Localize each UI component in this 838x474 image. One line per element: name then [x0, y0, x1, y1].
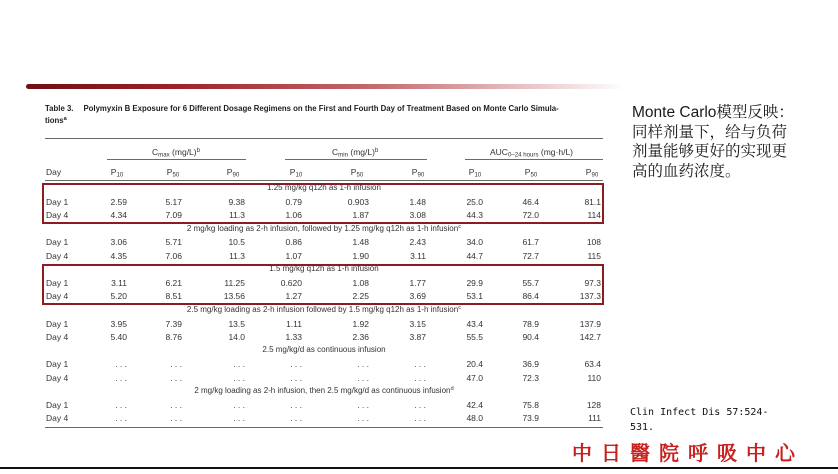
cell-cmin-p10: 0.79 — [285, 196, 302, 207]
percentile-subscript: 90 — [232, 171, 240, 179]
header-rule — [45, 180, 603, 181]
cell-cmin-p10: 0.620 — [280, 277, 302, 288]
table-row — [0, 250, 610, 262]
percentile-header-cmin-p90 — [403, 166, 433, 178]
percentile-subscript: 10 — [474, 171, 482, 179]
cell-auc-p90: 142.7 — [579, 332, 601, 342]
hospital-logo-text: 中日醫院呼吸中心 — [572, 441, 804, 465]
cell-auc-p10: 20.4 — [466, 359, 483, 370]
percentile-subscript: 10 — [295, 171, 303, 179]
cell-cmin-p50: . . . — [357, 372, 369, 383]
cell-auc-p90: 63.4 — [584, 359, 601, 370]
regimen-label-text: 2 mg/kg loading as 2-h infusion, then 2.5 mg/kg/d as continuous infusion — [194, 386, 451, 395]
cmin-unit: (mg/L) — [348, 147, 375, 157]
cell-auc-p50: 46.4 — [522, 196, 539, 207]
percentile-symbol: P — [110, 167, 117, 177]
percentile-subscript: 50 — [172, 171, 180, 179]
table-title-text: Polymyxin B Exposure for 6 Different Dosage Regimens on the First and Fourth Day of Treatment Based on Monte Carlo Simula- — [83, 104, 559, 113]
cell-cmin-p10: . . . — [290, 372, 302, 383]
auc-unit: (mg·h/L) — [538, 147, 574, 157]
cell-cmax-p90: . . . — [233, 399, 245, 410]
table-row — [0, 277, 610, 289]
cell-auc-p90: 108 — [586, 237, 601, 248]
cell-cmax-p10: 3.95 — [110, 318, 127, 329]
cell-cmin-p90: 1.77 — [409, 277, 426, 288]
cell-auc-p90: 110 — [587, 372, 601, 383]
cmin-footnote: b — [374, 146, 379, 154]
cell-cmin-p90: 3.11 — [410, 250, 426, 261]
cell-auc-p50: 86.4 — [522, 291, 539, 302]
citation-line: Clin Infect Dis 57:524- — [630, 407, 769, 418]
table-title-footnote: a — [63, 116, 67, 123]
cell-cmin-p90: . . . — [414, 359, 426, 370]
cell-cmin-p50: . . . — [357, 359, 369, 370]
auc-symbol: AUC — [490, 147, 508, 157]
cell-cmin-p10: 1.07 — [285, 250, 302, 261]
cell-cmax-p50: 8.76 — [165, 332, 182, 342]
cell-cmax-p90: 13.5 — [228, 318, 245, 329]
cell-cmin-p10: . . . — [290, 359, 302, 370]
cell-auc-p50: 72.7 — [522, 250, 539, 261]
day-label: Day 4 — [46, 413, 69, 424]
percentile-header-cmax-p10 — [102, 166, 132, 178]
cell-cmax-p50: 7.39 — [165, 318, 182, 329]
cell-cmax-p90: . . . — [233, 359, 245, 370]
cell-auc-p90: 128 — [586, 399, 601, 410]
percentile-header-cmin-p10 — [281, 166, 311, 178]
day-label: Day 4 — [46, 372, 69, 383]
day-label: Day 4 — [46, 291, 69, 302]
summary-note-line: 高的血药浓度。 — [632, 162, 741, 180]
cell-cmax-p10: . . . — [115, 413, 127, 424]
cell-cmax-p90: 11.3 — [229, 210, 245, 221]
cmax-group-header — [152, 146, 200, 158]
cell-auc-p90: 115 — [587, 250, 601, 261]
cell-auc-p50: 90.4 — [522, 332, 539, 342]
cell-auc-p10: 48.0 — [466, 413, 483, 424]
cell-cmin-p90: 3.08 — [409, 210, 426, 221]
regimen-footnote: d — [450, 386, 454, 393]
cell-cmin-p50: 1.92 — [352, 318, 369, 329]
cell-auc-p50: 72.3 — [522, 372, 539, 383]
table-row — [0, 358, 610, 370]
cell-auc-p90: 81.1 — [584, 196, 601, 207]
cell-cmin-p10: . . . — [290, 399, 302, 410]
cell-cmax-p10: 3.06 — [110, 237, 127, 248]
title-rule — [45, 138, 603, 139]
cell-cmax-p90: . . . — [233, 372, 245, 383]
cell-auc-p50: 78.9 — [522, 318, 539, 329]
cell-cmax-p10: 4.35 — [110, 250, 127, 261]
auc-group-header — [490, 146, 573, 158]
cell-cmin-p90: 3.69 — [409, 291, 426, 302]
regimen-label — [45, 223, 603, 235]
percentile-symbol: P — [226, 167, 233, 177]
percentile-symbol: P — [468, 167, 475, 177]
cell-cmin-p10: 1.33 — [285, 332, 302, 342]
regimen-footnote: c — [458, 304, 462, 311]
cell-cmax-p50: 7.09 — [165, 210, 182, 221]
regimen-label — [45, 182, 603, 194]
cell-cmax-p90: 14.0 — [228, 332, 245, 342]
cell-cmax-p50: 5.71 — [165, 237, 182, 248]
regimen-footnote: c — [458, 223, 462, 230]
day-label: Day 1 — [46, 399, 69, 410]
day-label: Day 4 — [46, 332, 69, 342]
cell-cmin-p50: 1.08 — [352, 277, 369, 288]
day-label: Day 1 — [46, 359, 69, 370]
cell-cmax-p90: . . . — [233, 413, 245, 424]
day-label: Day 1 — [46, 196, 69, 207]
regimen-label-text: 1.25 mg/kg q12h as 1-h infusion — [267, 183, 381, 192]
table-title-line-2 — [45, 116, 67, 126]
percentile-subscript: 50 — [530, 171, 538, 179]
cell-cmin-p90: . . . — [414, 372, 426, 383]
percentile-symbol: P — [585, 167, 592, 177]
cell-auc-p10: 42.4 — [466, 399, 483, 410]
citation-line: 531. — [630, 422, 655, 433]
day-label: Day 4 — [46, 210, 69, 221]
table-row — [0, 209, 610, 221]
cell-cmax-p10: . . . — [115, 359, 127, 370]
cell-cmin-p10: 0.86 — [285, 237, 302, 248]
cell-auc-p50: 61.7 — [522, 237, 539, 248]
cell-auc-p10: 47.0 — [466, 372, 483, 383]
cell-cmin-p10: 1.06 — [285, 210, 302, 221]
regimen-label-text: 2 mg/kg loading as 2-h infusion, followed by 1.25 mg/kg q12h as 1-h infusion — [186, 223, 459, 233]
table-row — [0, 331, 610, 343]
cell-cmax-p90: 9.38 — [228, 196, 245, 207]
table-bottom-rule — [45, 427, 603, 428]
cell-cmin-p50: . . . — [357, 399, 369, 410]
cmin-group-header — [332, 146, 378, 158]
cell-auc-p10: 34.0 — [466, 237, 483, 248]
cell-auc-p50: 55.7 — [522, 277, 539, 288]
table-row — [0, 196, 610, 208]
table-title-continuation: tions — [45, 116, 64, 125]
cell-auc-p90: 114 — [587, 210, 601, 221]
table-row — [0, 318, 610, 330]
cell-cmax-p10: . . . — [115, 399, 127, 410]
cell-cmin-p90: . . . — [414, 399, 426, 410]
cell-auc-p10: 29.9 — [466, 277, 483, 288]
percentile-subscript: 90 — [591, 171, 599, 179]
percentile-subscript: 90 — [417, 171, 425, 179]
cmax-group-underline — [107, 159, 246, 160]
cell-cmax-p50: 7.06 — [165, 250, 182, 261]
day-label: Day 1 — [46, 237, 69, 248]
cell-auc-p50: 72.0 — [522, 210, 539, 221]
table-title-line-1 — [45, 104, 559, 114]
cell-cmax-p10: . . . — [115, 372, 127, 383]
percentile-symbol: P — [350, 167, 357, 177]
cell-cmax-p10: 2.59 — [110, 196, 127, 207]
percentile-subscript: 50 — [356, 171, 364, 179]
citation — [630, 405, 768, 435]
table-row — [0, 290, 610, 302]
day-label: Day 4 — [46, 250, 69, 261]
percentile-subscript: 10 — [116, 171, 124, 179]
cmin-subscript: min — [338, 151, 348, 159]
cell-auc-p10: 44.7 — [466, 250, 483, 261]
percentile-symbol: P — [524, 167, 531, 177]
table-row — [0, 372, 610, 384]
cell-cmax-p10: 5.40 — [110, 332, 127, 342]
cell-cmin-p50: 1.90 — [352, 250, 369, 261]
cell-cmax-p10: 5.20 — [110, 291, 127, 302]
cell-cmax-p50: 6.21 — [165, 277, 182, 288]
summary-note — [632, 103, 794, 181]
percentile-header-auc-p50 — [516, 166, 546, 178]
cell-cmin-p90: . . . — [414, 413, 426, 424]
cell-auc-p50: 75.8 — [522, 399, 539, 410]
summary-note-line: 剂量能够更好的实现更 — [632, 143, 788, 160]
cell-cmax-p50: 5.17 — [165, 196, 182, 207]
cell-cmax-p90: 11.25 — [224, 277, 245, 288]
table-row — [0, 236, 610, 248]
cell-cmin-p90: 2.43 — [409, 237, 426, 248]
cell-cmin-p50: 0.903 — [347, 196, 369, 207]
footer-rule — [0, 467, 838, 469]
cell-cmax-p90: 10.5 — [228, 237, 245, 248]
cell-cmax-p50: . . . — [170, 372, 182, 383]
cell-cmax-p50: . . . — [170, 359, 182, 370]
day-label: Day 1 — [46, 318, 69, 329]
regimen-label — [45, 304, 603, 316]
cell-cmax-p90: 11.3 — [229, 250, 245, 261]
cell-cmin-p50: 2.36 — [352, 332, 369, 342]
header-swoosh — [26, 84, 626, 89]
cell-auc-p10: 55.5 — [466, 332, 483, 342]
table-row — [0, 412, 610, 424]
percentile-symbol: P — [411, 167, 418, 177]
cmax-footnote: b — [196, 146, 201, 154]
day-column-header: Day — [46, 167, 62, 177]
percentile-header-auc-p10 — [460, 166, 490, 178]
cell-auc-p90: 111 — [588, 413, 601, 424]
percentile-symbol: P — [289, 167, 296, 177]
cell-auc-p10: 53.1 — [466, 291, 483, 302]
cmin-symbol: C — [332, 147, 339, 157]
cell-auc-p50: 73.9 — [522, 413, 539, 424]
cell-cmax-p50: 8.51 — [165, 291, 182, 302]
cell-cmin-p90: 3.15 — [409, 318, 426, 329]
cmax-unit: (mg/L) — [169, 147, 197, 157]
summary-note-line: Monte Carlo模型反映： — [632, 104, 794, 121]
auc-group-underline — [465, 159, 603, 160]
cell-cmin-p50: 1.48 — [352, 237, 369, 248]
cmin-group-underline — [285, 159, 427, 160]
cell-cmin-p10: 1.11 — [286, 318, 302, 329]
table-row — [0, 399, 610, 411]
regimen-label-text: 2.5 mg/kg/d as continuous infusion — [262, 345, 386, 355]
cell-auc-p90: 137.9 — [579, 318, 601, 329]
cell-auc-p90: 97.3 — [584, 277, 601, 288]
cell-cmin-p10: . . . — [290, 413, 302, 424]
cell-cmin-p90: 3.87 — [409, 332, 426, 342]
cell-cmin-p50: 1.87 — [352, 210, 369, 221]
percentile-header-cmax-p50 — [158, 166, 188, 178]
regimen-label-text: 1.5 mg/kg q12h as 1-h infusion — [269, 264, 379, 274]
cell-cmin-p50: 2.25 — [352, 291, 369, 302]
cell-cmax-p90: 13.56 — [223, 291, 245, 302]
summary-note-line: 同样剂量下，给与负荷 — [632, 123, 788, 141]
cell-auc-p50: 36.9 — [522, 359, 539, 370]
cell-auc-p10: 44.3 — [466, 210, 483, 221]
cell-auc-p90: 137.3 — [579, 291, 601, 302]
day-label: Day 1 — [46, 277, 69, 288]
cell-cmin-p10: 1.27 — [285, 291, 302, 302]
percentile-header-cmax-p90 — [218, 166, 248, 178]
percentile-header-auc-p90 — [577, 166, 607, 178]
cmax-symbol: C — [152, 147, 159, 157]
cell-cmax-p10: 3.11 — [111, 277, 127, 288]
cmax-subscript: max — [158, 151, 170, 159]
cell-cmin-p50: . . . — [357, 413, 369, 424]
regimen-label-text: 2.5 mg/kg loading as 2-h infusion followed by 1.5 mg/kg q12h as 1-h infusion — [186, 304, 459, 314]
cell-cmax-p50: . . . — [170, 399, 182, 410]
percentile-header-cmin-p50 — [342, 166, 372, 178]
cell-auc-p10: 25.0 — [466, 196, 483, 207]
regimen-label — [45, 385, 603, 397]
cell-cmax-p10: 4.34 — [110, 210, 127, 221]
regimen-label — [45, 344, 603, 356]
percentile-symbol: P — [166, 167, 173, 177]
regimen-label — [45, 263, 603, 275]
auc-subscript: 0–24 hours — [507, 151, 539, 159]
cell-auc-p10: 43.4 — [466, 318, 483, 329]
table-label: Table 3. — [45, 104, 74, 113]
cell-cmax-p50: . . . — [170, 413, 182, 424]
cell-cmin-p90: 1.48 — [409, 196, 426, 207]
